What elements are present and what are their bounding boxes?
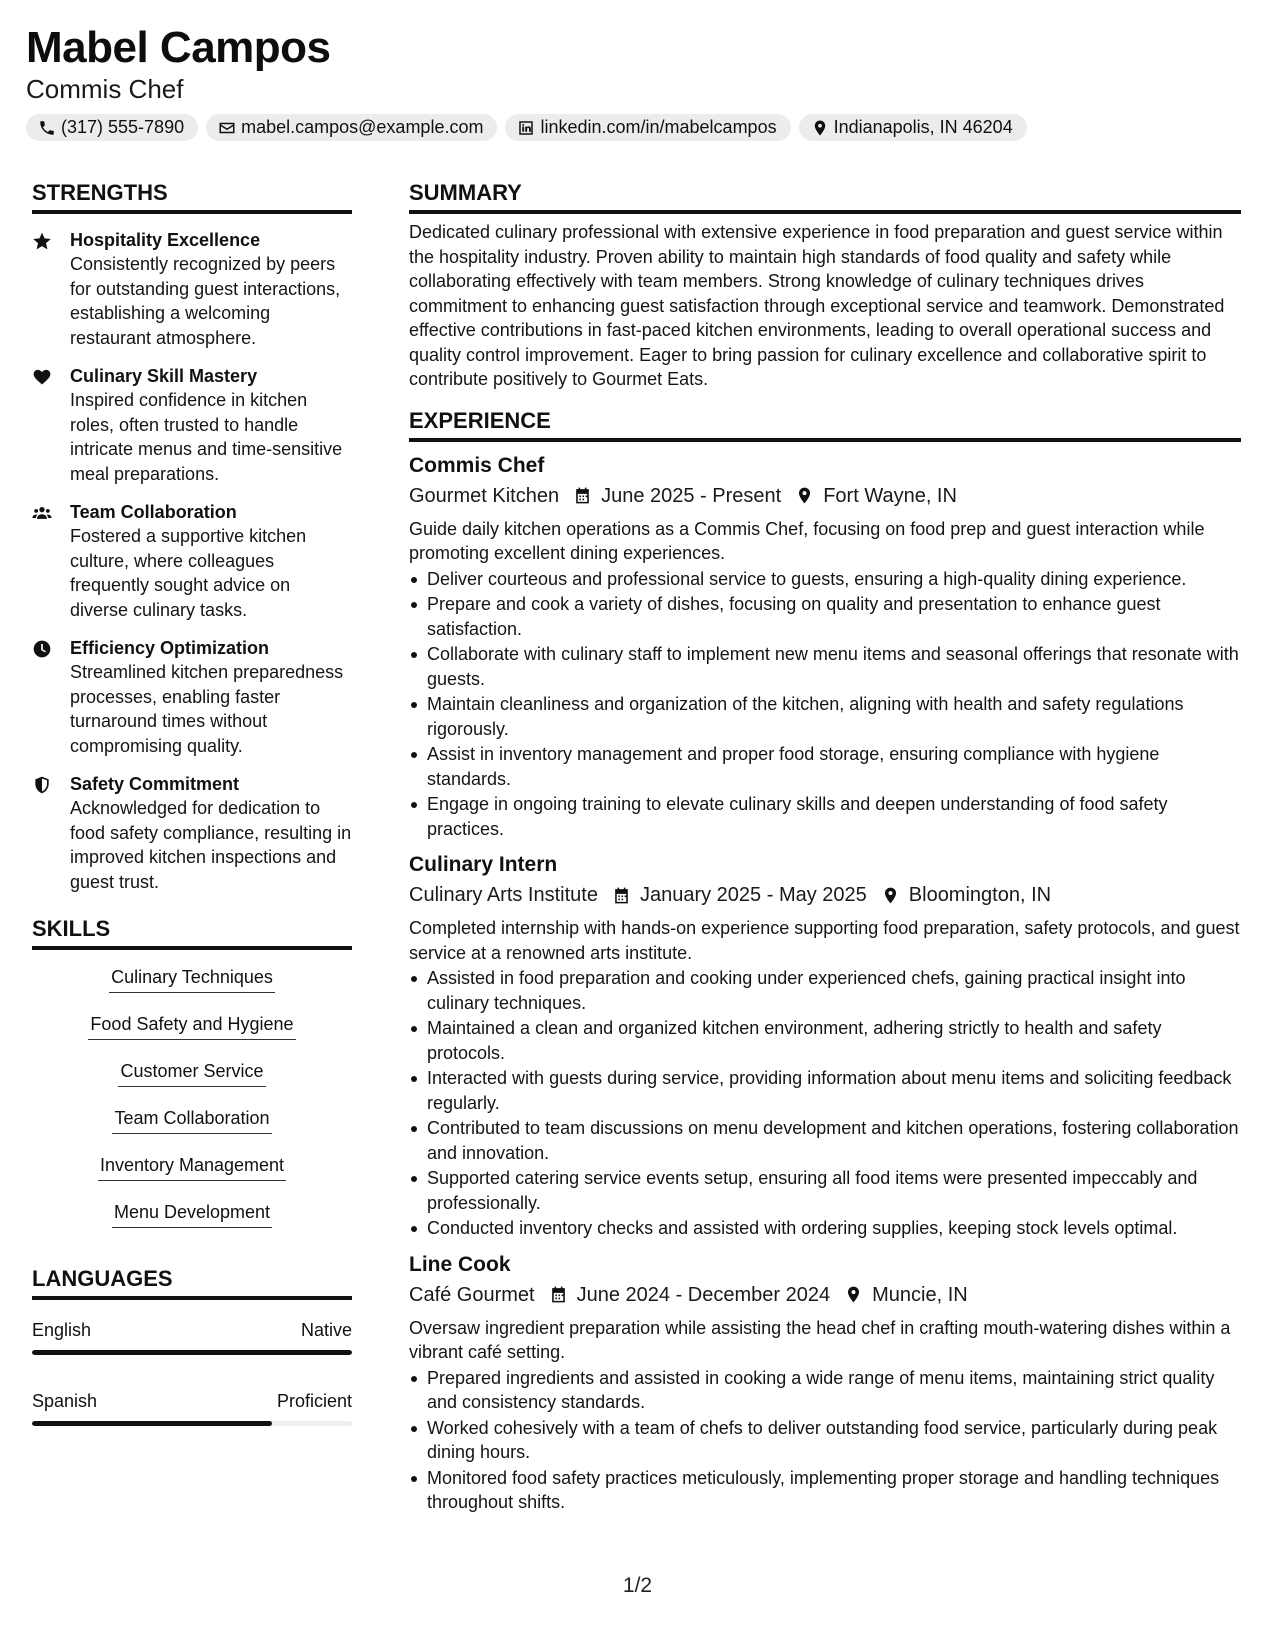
map-pin-icon (811, 119, 829, 137)
strength-title: Hospitality Excellence (70, 230, 261, 250)
language-item (32, 1318, 352, 1355)
strength-item (32, 364, 352, 486)
skills-heading: SKILLS (32, 914, 352, 950)
strength-title: Team Collaboration (70, 502, 237, 522)
job-bullets (409, 1366, 1241, 1515)
strength-title: Culinary Skill Mastery (70, 366, 258, 386)
experience-heading: EXPERIENCE (409, 406, 1241, 442)
job-location: Fort Wayne, IN (823, 484, 957, 507)
job-location: Muncie, IN (872, 1283, 968, 1306)
job-bullet: Prepare and cook a variety of dishes, focusing on quality and presentation to enhance guest satisfaction. (409, 592, 1241, 641)
strength-desc: Consistently recognized by peers for outstanding guest interactions, establishing a welcoming restaurant atmosphere. (70, 254, 341, 348)
strength-item (32, 500, 352, 622)
job-bullet: Engage in ongoing training to elevate culinary skills and deepen understanding of food safety practices. (409, 792, 1241, 841)
skill-item: Food Safety and Hygiene (88, 1005, 295, 1040)
language-level: Native (300, 1320, 352, 1340)
contact-linkedin[interactable] (505, 114, 790, 141)
job-title: Commis Chef (409, 453, 545, 477)
shield-icon (32, 775, 52, 795)
job-bullet: Supported catering service events setup, ensuring all food items were presented impeccably and professionally. (409, 1166, 1241, 1215)
skills-list (32, 958, 352, 1240)
summary-heading: SUMMARY (409, 178, 1241, 214)
job-entry (409, 851, 1241, 1241)
skill-item: Culinary Techniques (109, 958, 275, 993)
strength-desc: Streamlined kitchen preparedness processes, enabling faster turnaround times without compromising quality. (70, 662, 344, 756)
language-proficiency-bar (32, 1421, 352, 1426)
job-entry (409, 452, 1241, 842)
job-description: Guide daily kitchen operations as a Commis Chef, focusing on food prep and guest interaction while promoting excellent dining experiences. (409, 518, 1205, 563)
strengths-heading: STRENGTHS (32, 178, 352, 214)
strength-desc: Fostered a supportive kitchen culture, where colleagues frequently sought advice on diverse culinary tasks. (70, 526, 307, 620)
job-dates: June 2024 - December 2024 (576, 1283, 831, 1306)
star-icon (32, 231, 52, 251)
job-bullet: Conducted inventory checks and assisted with ordering supplies, keeping stock levels optimal. (409, 1216, 1241, 1241)
job-bullet: Assisted in food preparation and cooking under experienced chefs, gaining practical insight into culinary techniques. (409, 966, 1241, 1015)
left-column (32, 178, 352, 1426)
job-entry (409, 1251, 1241, 1515)
job-bullet: Prepared ingredients and assisted in cooking a wide range of menu items, maintaining strict quality and consistency standards. (409, 1366, 1241, 1415)
users-icon (32, 503, 52, 523)
skill-item: Team Collaboration (112, 1099, 271, 1134)
strength-item (32, 772, 352, 894)
candidate-title: Commis Chef (26, 74, 184, 104)
strength-title: Safety Commitment (70, 774, 240, 794)
job-bullet: Maintain cleanliness and organization of the kitchen, aligning with health and safety regulations rigorously. (409, 692, 1241, 741)
languages-heading: LANGUAGES (32, 1264, 352, 1300)
right-column (409, 178, 1241, 1516)
strength-title: Efficiency Optimization (70, 638, 270, 658)
strength-item (32, 636, 352, 758)
skill-item: Customer Service (118, 1052, 265, 1087)
job-meta (409, 880, 1241, 910)
language-proficiency-fill (32, 1421, 272, 1426)
job-dates: June 2025 - Present (601, 484, 782, 507)
language-name: English (32, 1320, 92, 1340)
job-company: Culinary Arts Institute (409, 884, 598, 906)
job-meta (409, 481, 1241, 511)
language-item (32, 1389, 352, 1426)
job-meta (409, 1280, 1241, 1310)
strength-desc: Acknowledged for dedication to food safety compliance, resulting in improved kitchen inspections and guest trust. (70, 798, 352, 892)
job-title: Line Cook (409, 1252, 511, 1276)
contact-phone[interactable] (26, 114, 198, 141)
job-dates: January 2025 - May 2025 (639, 884, 867, 906)
skill-item: Menu Development (112, 1193, 272, 1228)
resume-header (26, 22, 1246, 141)
language-name: Spanish (32, 1391, 98, 1411)
contact-location[interactable] (799, 114, 1027, 141)
job-bullet: Worked cohesively with a team of chefs to deliver outstanding food service, particularly during peak dining hours. (409, 1416, 1241, 1465)
map-pin-icon (881, 886, 900, 905)
contact-bar (26, 114, 1246, 141)
job-bullet: Deliver courteous and professional service to guests, ensuring a high-quality dining experience. (409, 567, 1241, 592)
candidate-name: Mabel Campos (26, 23, 331, 72)
phone-icon (38, 119, 56, 137)
job-bullets (409, 966, 1241, 1241)
clock-icon (32, 639, 52, 659)
location-text: Indianapolis, IN 46204 (833, 117, 1013, 137)
calendar-icon (573, 486, 592, 505)
job-company: Café Gourmet (409, 1283, 535, 1306)
language-level: Proficient (276, 1391, 352, 1411)
job-title: Culinary Intern (409, 853, 558, 876)
job-company: Gourmet Kitchen (409, 484, 560, 507)
map-pin-icon (795, 486, 814, 505)
skill-item: Inventory Management (98, 1146, 286, 1181)
job-bullets (409, 567, 1241, 842)
heart-icon (32, 367, 52, 387)
job-bullet: Contributed to team discussions on menu development and kitchen operations, fostering collaboration and innovation. (409, 1116, 1241, 1165)
job-bullet: Monitored food safety practices meticulously, implementing proper storage and handling techniques throughout shifts. (409, 1466, 1241, 1515)
job-location: Bloomington, IN (908, 884, 1052, 906)
language-proficiency-fill (32, 1350, 352, 1355)
calendar-icon (612, 886, 631, 905)
linkedin-text: linkedin.com/in/mabelcampos (540, 117, 777, 137)
job-description: Oversaw ingredient preparation while assisting the head chef in crafting mouth-watering dishes within a vibrant café setting. (409, 1317, 1231, 1362)
job-bullet: Assist in inventory management and proper food storage, ensuring compliance with hygiene standards. (409, 742, 1241, 791)
email-text: mabel.campos@example.com (241, 117, 484, 137)
language-proficiency-bar (32, 1350, 352, 1355)
strength-desc: Inspired confidence in kitchen roles, often trusted to handle intricate menus and time-sensitive meal preparations. (70, 390, 343, 484)
job-bullet: Interacted with guests during service, providing information about menu items and soliciting feedback regularly. (409, 1066, 1241, 1115)
map-pin-icon (844, 1285, 863, 1304)
contact-email[interactable] (206, 114, 497, 141)
summary-text: Dedicated culinary professional with extensive experience in food preparation and guest service within the hospitality industry. Proven ability to maintain high standards of food quality and safety while collaborating effectively with team members. Strong knowledge of culinary techniques drives commitment to enhancing guest satisfaction through exceptional service and teamwork. Demonstrated effective contributions in fast-paced kitchen environments, leading to overall operational success and quality control improvement. Eager to bring passion for culinary excellence and collaborative spirit to contribute positively to Gourmet Eats. (409, 222, 1225, 389)
page-number: 1/2 (622, 1574, 653, 1597)
job-bullet: Collaborate with culinary staff to implement new menu items and seasonal offerings that resonate with guests. (409, 642, 1241, 691)
strength-item (32, 228, 352, 350)
job-bullet: Maintained a clean and organized kitchen environment, adhering strictly to health and safety protocols. (409, 1016, 1241, 1065)
calendar-icon (549, 1285, 568, 1304)
envelope-icon (218, 119, 236, 137)
job-description: Completed internship with hands-on experience supporting food preparation, safety protocols, and guest service at a renowned arts institute. (409, 918, 1240, 963)
linkedin-icon (517, 119, 535, 137)
phone-text: (317) 555-7890 (61, 117, 185, 137)
